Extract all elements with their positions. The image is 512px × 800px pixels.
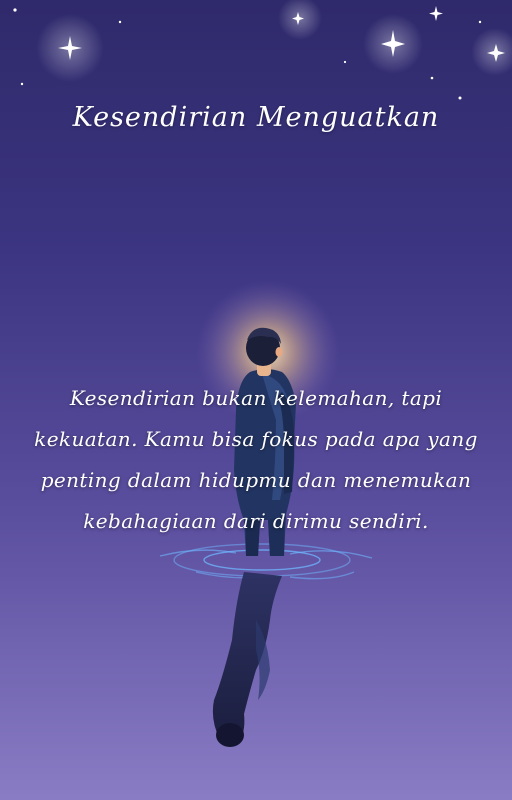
- water-ripples: [160, 544, 372, 579]
- poster-title: Kesendirian Menguatkan: [72, 102, 440, 133]
- star-glows: [36, 0, 512, 82]
- poster-quote: Kesendirian bukan kelemahan, tapi kekuatan. Kamu bisa fokus pada apa yang penting dalam hidupmu dan menemukan kebahagiaan dari dirimu sendiri.: [34, 386, 478, 533]
- reflection: [213, 572, 282, 747]
